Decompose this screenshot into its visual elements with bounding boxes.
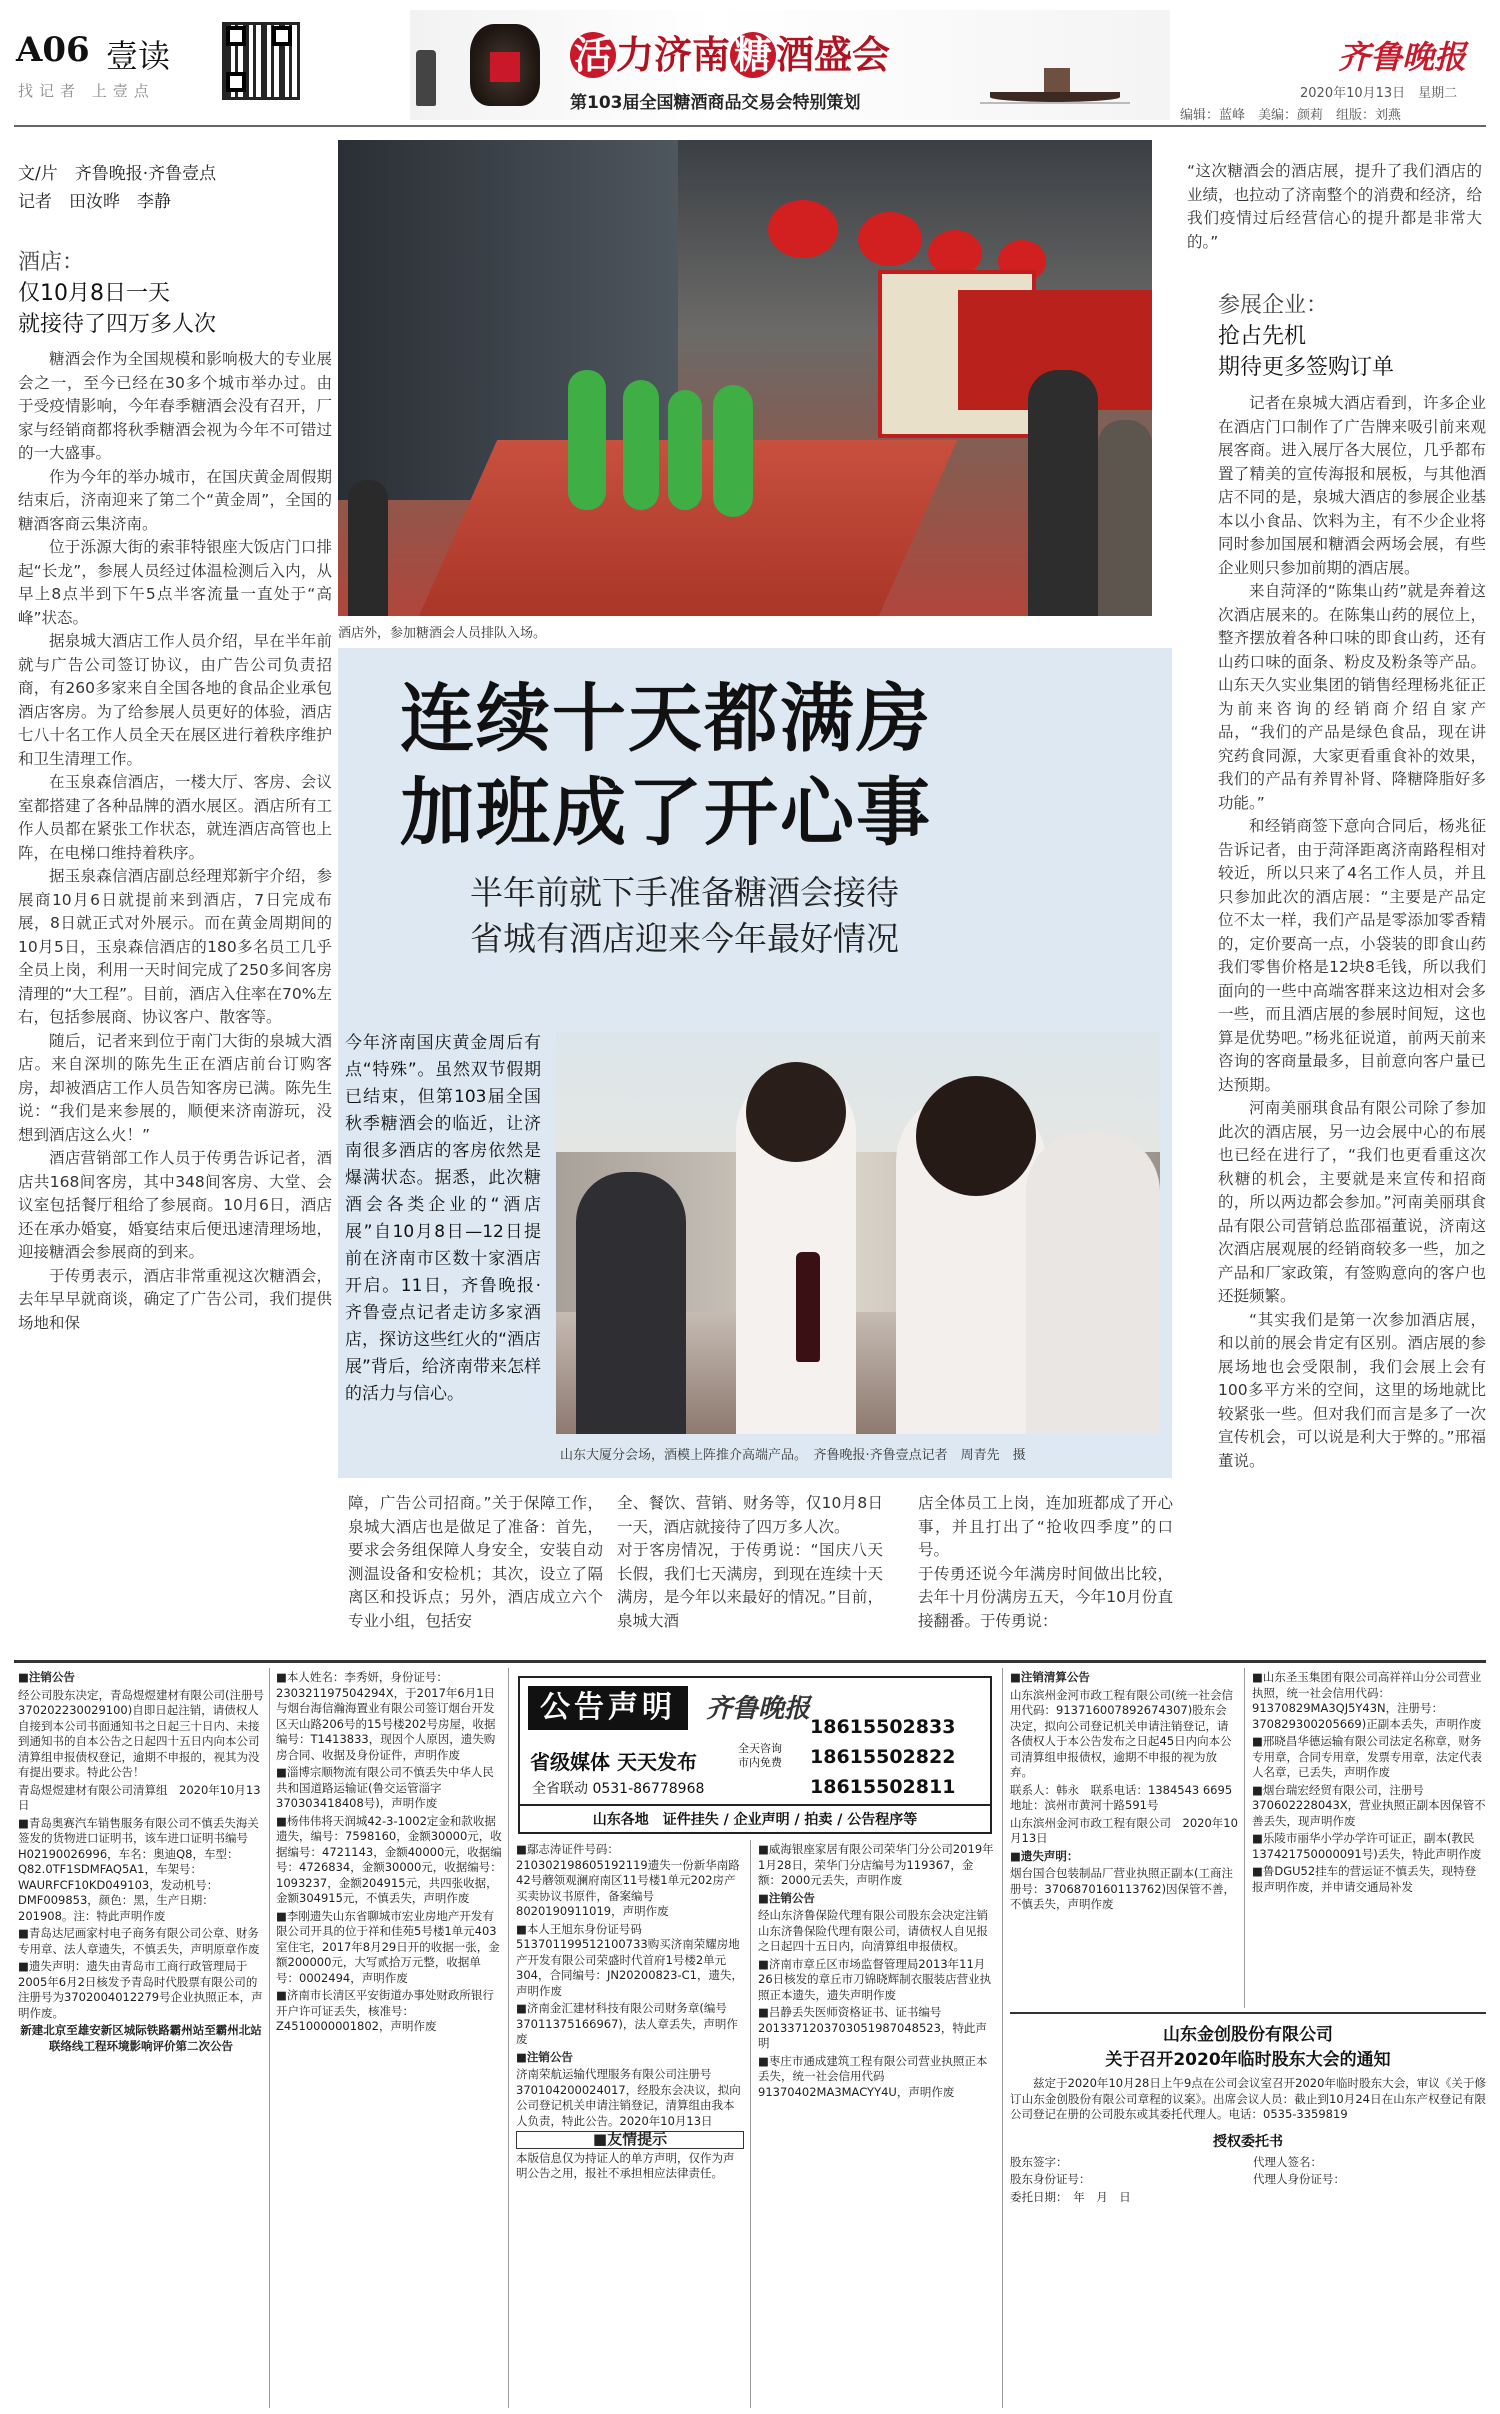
paragraph: 于传勇表示，酒店非常重视这次糖酒会，去年早早就商谈，确定了广告公司，我们提供场地和保 [18, 1266, 332, 1332]
divider [750, 1840, 751, 2408]
paragraph: 全、餐饮、营销、财务等，仅10月8日一天，酒店就接待了四万多人次。 对于客房情况，于传勇说：“国庆八天长假，我们七天满房，到现在连续十天满房，是今年以来最好的情况。”目前，泉城大酒 [617, 1494, 883, 1630]
paragraph: 障，广告公司招商。”关于保障工作，泉城大酒店也是做足了准备：首先，要求会务组保障人身安全，安装自动测温设备和安检机；其次，设立了隔离区和投诉点；另外，酒店成立六个专业小组，包括安 [348, 1494, 603, 1630]
bottom-column [348, 1492, 603, 1642]
photo-caption: 山东大厦分会场，酒模上阵推介高端产品。 齐鲁晚报·齐鲁壹点记者 周青先 摄 [560, 1448, 1026, 1463]
subhead-title: 就接待了四万多人次 [18, 312, 217, 337]
photo-mascot [668, 390, 702, 510]
paper-logo: 齐鲁晚报 [1338, 38, 1467, 76]
bottom-column [918, 1492, 1173, 1642]
paragraph: 和经销商签下意向合同后，杨兆征告诉记者，由于菏泽距离济南路程相对较近，所以只来了4名工作人员，并且只参加此次的酒店展：“主要是产品定位不太一样，我们产品是零添加零香精的，定价要高一点，小袋装的即食山药我们零售价格是12块8毛钱，所以我们面向的一些中高端客群来这边相对会多一些，而且酒店展的参展时间短，这也算是优势吧。”杨兆征说道，前两天前来咨询的客商量最多，目前意向客户量已达预期。 [1218, 817, 1486, 1094]
headline [400, 672, 1160, 860]
proxy-row: 代理人身份证号： [1253, 2172, 1345, 2186]
ad-column [18, 1670, 264, 2408]
ad-item: ■烟台瑞宏经贸有限公司，注册号370602228043X，营业执照正副本因保管不善丢失，现声明作废 [1252, 1782, 1486, 1828]
photo-person [1026, 1132, 1160, 1434]
paragraph: 作为今年的举办城市，在国庆黄金周假期结束后，济南迎来了第二个“黄金周”，全国的糖酒客商云集济南。 [18, 467, 332, 533]
banner-title-text: 酒盛会 [776, 32, 891, 77]
photo-hotel-entrance [338, 140, 1152, 616]
lead-paragraph: 今年济南国庆黄金周后有点“特殊”。虽然双节假期已结束，但第103届全国秋季糖酒会的临近，让济南很多酒店的客房依然是爆满状态。据悉，此次糖酒会各类企业的“酒店展”自10月8日—12日提前在济南市区数十家酒店开启。11日，齐鲁晚报·齐鲁壹点记者走访多家酒店，探访这些红火的“酒店展”背后，给济南带来怎样的活力与信心。 [345, 1033, 541, 1404]
paragraph: 在玉泉森信酒店，一楼大厅、客房、会议室都搭建了各种品牌的酒水展区。酒店所有工作人员都在紧张工作状态，就连酒店高管也上阵，在电梯口维持着秩序。 [18, 773, 332, 862]
ad-item: ■注销公告 [18, 1670, 75, 1684]
ad-item: ■青岛奥赛汽车销售服务有限公司不慎丢失海关签发的货物进口证明书，该车进口证明书编号H02190026996，车名：奥迪Q8，车型：Q82.0TF1SDMFAQ5A1，车架号：WAURFCF10KD049103，发动机号：DMF009853，颜色：黑，生产日期：201908。注：特此声明作废 [18, 1815, 259, 1923]
paragraph: 店全体员工上岗，连加班都成了开心事，并且打出了“抢收四季度”的口号。 于传勇还说今年满房时间做出比较，去年十月份满房五天，今年10月份直接翻番。于传勇说： [918, 1494, 1173, 1630]
photo-mascot [568, 370, 606, 510]
subhead-title: 抢占先机 [1218, 324, 1307, 349]
paragraph: 随后，记者来到位于南门大街的泉城大酒店。来自深圳的陈先生正在酒店前台订购客房，却被酒店工作人员告知客房已满。陈先生说：“我们是来参展的，顺便来济南游玩，没想到酒店这么火！” [18, 1031, 332, 1144]
headline-line: 加班成了开心事 [400, 770, 932, 856]
qr-corner [226, 72, 246, 92]
photo-wine-model [556, 1032, 1160, 1434]
ad-item: ■鄢志涛证件号码：210302198605192119遗失一份新华南路42号蘑领观澜府南区11号楼1单元202房产买卖协议书原件，备案编号8020190911019，声明作废 [516, 1842, 740, 1918]
announcement-title: 公告声明 [528, 1686, 688, 1730]
ad-item: 青岛煜煜建材有限公司清算组 2020年10月13日 [18, 1782, 261, 1812]
photo-mascot [713, 385, 753, 517]
photo-model-hair [746, 1062, 846, 1162]
ad-item: 本版信息仅为持证人的单方声明，仅作为声明公告之用，报社不承担相应法律责任。 [516, 2150, 735, 2180]
ad-item: 山东滨州金河市政工程有限公司(统一社会信用代码：913716007892674307)股东会决定，拟向公司登记机关申请注销登记，请各债权人于本公告发布之日起45日内向本公司清算组申报债权，逾期不申报的视为放弃。 [1010, 1687, 1233, 1779]
ad-column [1252, 1670, 1486, 2000]
byline-line: 记者 田汝晔 李静 [18, 192, 171, 212]
ad-item: 新建北京至雄安新区城际铁路霸州站至霸州北站联络线工程环境影响评价第二次公告 [20, 2023, 262, 2053]
announcement-phones [810, 1712, 955, 1802]
ad-item: ■鲁DGU52挂车的营运证不慎丢失，现特登报声明作废，并申请交通局补发 [1252, 1864, 1477, 1894]
ad-column [758, 1842, 996, 2408]
wine-jar-label [490, 52, 520, 82]
paragraph: 据玉泉森信酒店副总经理郑新宇介绍，参展商10月6日就提前来到酒店，7日完成布展，8日就正式对外展示。而在黄金周期间的10月5日，玉泉森信酒店的180多名员工几乎全员上岗，利用一天时间完成了250多间客房清理的“大工程”。目前，酒店入住率在70%左右，包括参展商、协议客户、散客等。 [18, 867, 333, 1026]
ad-item: ■济南金汇建材科技有限公司财务章(编号37011375166967)，法人章丢失，声明作废 [516, 2001, 738, 2046]
announcement-slogan: 省级媒体 天天发布 [530, 1750, 697, 1774]
banner-subtitle: 第103届全国糖酒商品交易会特别策划 [570, 93, 861, 113]
ad-item: 联系人：韩永 联系电话：1384543 6695 地址：滨州市黄河十路591号 [1010, 1782, 1244, 1812]
photo-person [348, 480, 388, 616]
header-rule [14, 125, 1486, 127]
ad-item: ■杨伟伟将天润城42-3-1002定金和款收据遗失，编号：7598160，金额30000元，收据编号：4721143，金额40000元，收据编号：4726834，金额30000元，收据编号：1093237，金额204915元，共四张收据，金额304915元，不慎丢失，声明作废 [276, 1813, 502, 1905]
banner-title-text: 力济南 [616, 32, 731, 77]
issue-date: 2020年10月13日 星期二 [1300, 86, 1458, 101]
ad-item: ■济南市章丘区市场监督管理局2013年11月26日核发的章丘市刀锦晓辉制衣服装店营业执照正本遗失，遗失声明作废 [758, 1956, 992, 2002]
paragraph: 酒店营销部工作人员于传勇告诉记者，酒店共168间客房，其中348间客房、大堂、会议室包括餐厅租给了参展商。10月6日，酒店还在承办婚宴，婚宴结束后便迅速清理场地，迎接糖酒会参展商的到来。 [18, 1149, 332, 1261]
paragraph: 河南美丽琪食品有限公司除了参加此次的酒店展，另一边会展中心的布展也已经在进行了，“我们也更看重这次秋糖的机会，主要就是来宣传和招商的，所以两边都会参加。”河南美丽琪食品有限公司营销总监邵福董说，济南这次酒店展观展的经销商较多一些，加之产品和厂家政策，有签购意向的客户也还挺频繁。 [1218, 1099, 1486, 1305]
announcement-hotline: 全省联动 0531-86778968 [532, 1781, 705, 1797]
boat-icon [980, 66, 1130, 106]
announcement-logo: 齐鲁晚报 [706, 1694, 811, 1724]
banner-title-char: 活 [570, 32, 616, 78]
photo-person [1028, 370, 1098, 616]
subhead-title: 期待更多签购订单 [1218, 355, 1395, 380]
ad-item: ■邢晓昌华德运输有限公司法定名称章，财务专用章，合同专用章，发票专用章，法定代表人名章，已丢失，声明作废 [1252, 1734, 1482, 1779]
announcement-banner [518, 1676, 992, 1834]
ads-top-rule [14, 1660, 1486, 1663]
subhead-category: 参展企业： [1218, 293, 1329, 318]
divider [1002, 1668, 1003, 2408]
proxy-title: 授权委托书 [1213, 2133, 1283, 2150]
notice-title: 关于召开2020年临时股东大会的通知 [1105, 2050, 1391, 2070]
ad-item: 山东滨州金河市政工程有限公司 2020年10月13日 [1010, 1815, 1238, 1845]
right-subhead [1218, 290, 1394, 383]
phone-number[interactable]: 18615502833 [810, 1716, 956, 1738]
proxy-row: 代理人签名： [1253, 2154, 1322, 2169]
right-quote: “这次糖酒会的酒店展，提升了我们酒店的业绩，也拉动了济南整个的消费和经济，给我们疫情过后经营信心的提升都是非常大的。” [1187, 162, 1482, 251]
notice-company: 山东金创股份有限公司 [1163, 2025, 1333, 2045]
page-number: A06 [16, 30, 90, 70]
ad-item: ■注销清算公告 [1010, 1670, 1090, 1684]
banner-title [570, 24, 890, 79]
ad-item: ■山东圣玉集团有限公司高祥祥山分公司营业执照，统一社会信用代码：91370829MA3QJ5Y43N，注册号：370829300205669)正副本丢失，声明作废 [1252, 1670, 1482, 1731]
ad-item: ■淄博宗顺物流有限公司不慎丢失中华人民共和国道路运输证(鲁交运管淄字370303418408号)，声明作废 [276, 1765, 494, 1810]
announcement-hotline-label: 全天咨询 市内免费 [738, 1742, 782, 1769]
ad-item: ■枣庄市通成建筑工程有限公司营业执照正本丢失，统一社会信用代码91370402MA3MACYY4U，声明作废 [758, 2053, 988, 2099]
paragraph: “其实我们是第一次参加酒店展，和以前的展会肯定有区别。酒店展的参展场地也会受限制，我们会展上会有100多平方米的空间，这里的场地就比较紧张一些。但对我们而言是多了一次宣传机会，可以说是利大于弊的。”邢福董说。 [1218, 1310, 1486, 1470]
subhead-category: 酒店： [18, 250, 85, 275]
qr-corner [272, 26, 292, 46]
right-article-body [1218, 392, 1486, 1642]
ad-item: ■本人姓名：李秀妍，身份证号：230321197504294X，于2017年6月1日与烟台海信瀚海置业有限公司签订烟台开发区天山路206号的15号楼202号房屋，收据编号：T1413833，现因个人原因，遗失购房合同、收据及身份证件，声明作废 [276, 1670, 496, 1762]
ad-item: ■青岛达尼画家村电子商务有限公司公章、财务专用章、法人章遗失，不慎丢失，声明原章作废 [18, 1926, 260, 1956]
divider [1244, 1668, 1245, 2008]
left-subhead [18, 247, 216, 340]
ad-item: ■友情提示 [516, 2131, 744, 2149]
ad-item: ■注销公告 [758, 1890, 815, 1905]
photo-lantern [858, 212, 922, 266]
editors: 编辑：蓝峰 美编：颜莉 组版：刘燕 [1180, 108, 1402, 123]
subheadline-line: 省城有酒店迎来今年最好情况 [470, 919, 899, 958]
header-slogan: 找记者 上壹点 [18, 82, 155, 100]
ad-column [276, 1670, 502, 2408]
section-name: 壹读 [106, 37, 171, 75]
headline-line: 连续十天都满房 [400, 676, 932, 762]
photo-lantern [768, 200, 838, 258]
bottom-column [617, 1492, 883, 1642]
ad-item: ■注销公告 [516, 2049, 573, 2064]
notice-body: 兹定于2020年10月28日上午9点在公司会议室召开2020年临时股东大会，审议《关于修订山东金创股份有限公司章程的议案》。出席会议人员：截止到10月24日在山东产权登记有限公司登记在册的公司股东或其委托代理人。电话：0535-3359819 [1010, 2076, 1486, 2121]
ad-item: 济南荣航运输代理服务有限公司注册号370104200024017，经股东会决议，拟向公司登记机关申请注销登记，清算组由我本人负责，特此公告。2020年10月13日 [516, 2067, 741, 2128]
paragraph: 糖酒会作为全国规模和影响极大的专业展会之一，至今已经在30多个城市举办过。由于受疫情影响，今年春季糖酒会没有召开，厂家与经销商都将秋季糖酒会视为今年不可错过的一大盛事。 [18, 350, 332, 462]
ad-item: 烟台国合包装制品厂营业执照正副本(工商注册号：3706870160113762)因保管不善，不慎丢失，声明作废 [1010, 1866, 1236, 1911]
phone-number[interactable]: 18615502811 [810, 1776, 956, 1798]
photo-person [1098, 420, 1152, 616]
proxy-row: 股东签字： [1010, 2154, 1068, 2169]
paragraph: 来自菏泽的“陈集山药”就是奔着这次酒店展来的。在陈集山药的展位上，整齐摆放着各种口味的即食山药，还有山药口味的面条、粉皮及粉条等产品。山东天久实业集团的销售经理杨兆征正为前来咨询的经销商介绍自家产品，“我们的产品是绿色食品，现在讲究药食同源，大家更看重食补的效果，我们的产品有养胃补肾、降糖降脂好多功能。” [1218, 582, 1486, 812]
byline-line: 文/片 齐鲁晚报·齐鲁壹点 [18, 164, 217, 184]
paragraph: 位于泺源大街的索菲特银座大饭店门口排起“长龙”，参展人员经过体温检测后入内，从早上8点半到下午5点半客流量一直处于“高峰”状态。 [18, 538, 332, 627]
photo-mascot [623, 380, 659, 510]
photo-person-hair [916, 1076, 1036, 1196]
paragraph: 记者在泉城大酒店看到，许多企业在酒店门口制作了广告牌来吸引前来观展客商。进入展厅各大展位，几乎都布置了精美的宣传海报和展板，与其他酒店不同的是，泉城大酒店的参展企业基本以小食品、饮料为主，有不少企业将同时参加国展和糖酒会两场会展，有些企业则只参加前期的酒店展。 [1218, 394, 1486, 577]
photo-wine-bottle [796, 1252, 820, 1362]
ad-item: ■李刚遗失山东省聊城市宏业房地产开发有限公司开具的位于祥和佳苑5号楼1单元403室住宅，2017年8月29日开的收据一张，金额200000元，大写贰拾万元整，收据单号：0002494，声明作废 [276, 1908, 500, 1985]
photo-person [576, 1172, 686, 1434]
ad-item: ■遗失声明：遗失由青岛市工商行政管理局于2005年6月2日核发予青岛时代股票有限公司的注册号为3702004012279号企业执照正本，声明作废。 [18, 1959, 263, 2020]
banner-title-char: 糖 [730, 32, 776, 78]
ad-item: ■吕静丢失医师资格证书、证书编号2013371203703051987048523，特此声明 [758, 2005, 987, 2050]
ad-item: ■威海银座家居有限公司荣华门分公司2019年1月28日，荣华门分店编号为119367，金额：2000元丢失，声明作废 [758, 1842, 994, 1887]
paragraph: 据泉城大酒店工作人员介绍，早在半年前就与广告公司签订协议，由广告公司负责招商，有260多家来自全国各地的食品企业承包酒店客房。为了给参展人员更好的体验，酒店七八十名工作人员全天在展区进行着秩序维护和卫生清理工作。 [18, 632, 332, 768]
ad-column [516, 1842, 744, 2408]
announcement-categories: 山东各地 证件挂失 / 企业声明 / 拍卖 / 公告程序等 [520, 1804, 990, 1834]
ad-item: 经公司股东决定，青岛煜煜建材有限公司(注册号 370202230029100)自即日起注销，请债权人自接到本公司书面通知书之日起三十日内、未接到通知书的自本公告之日起四十五日内向本公司清算组申报债权登记，逾期不申报的，视其为没有提出要求。特此公告！ [18, 1687, 264, 1779]
ad-item: 经山东济鲁保险代理有限公司股东会决定注销山东济鲁保险代理有限公司，请债权人自见报之日起四十五日内，向清算组申报债权。 [758, 1908, 988, 1953]
subheadline-line: 半年前就下手准备糖酒会接待 [470, 873, 899, 912]
ad-item: ■济南市长清区平安街道办事处财政所银行开户许可证丢失，核准号：Z4510000001802，声明作废 [276, 1988, 494, 2033]
header-banner [410, 10, 1170, 120]
bottle-icon [416, 50, 436, 106]
divider [269, 1668, 270, 2408]
left-article-body [18, 348, 332, 1604]
ad-column [1010, 1670, 1244, 2000]
proxy-form [1010, 2155, 1486, 2206]
divider [508, 1668, 509, 2408]
proxy-row: 委托日期： 年 月 日 [1010, 2189, 1131, 2204]
subheadline [470, 870, 899, 962]
ad-item: ■遗失声明： [1010, 1848, 1079, 1863]
photo-caption: 酒店外，参加糖酒会人员排队入场。 [338, 626, 547, 641]
subhead-title: 仅10月8日一天 [18, 281, 170, 306]
proxy-row: 股东身份证号： [1010, 2172, 1091, 2186]
qr-corner [226, 26, 246, 46]
ad-item: ■乐陵市丽华小学办学许可证正，副本(教民137421750000091号)丢失，特此声明作废 [1252, 1831, 1482, 1861]
byline [18, 160, 216, 216]
shareholder-notice [1010, 2012, 1486, 2410]
ad-item: ■本人王旭东身份证号码513701199512100733购买济南荣耀房地产开发有限公司荣盛时代首府1号楼2单元304，合同编号：JN20200823-C1，遗失，声明作废 [516, 1921, 743, 1998]
phone-number[interactable]: 18615502822 [810, 1746, 956, 1768]
